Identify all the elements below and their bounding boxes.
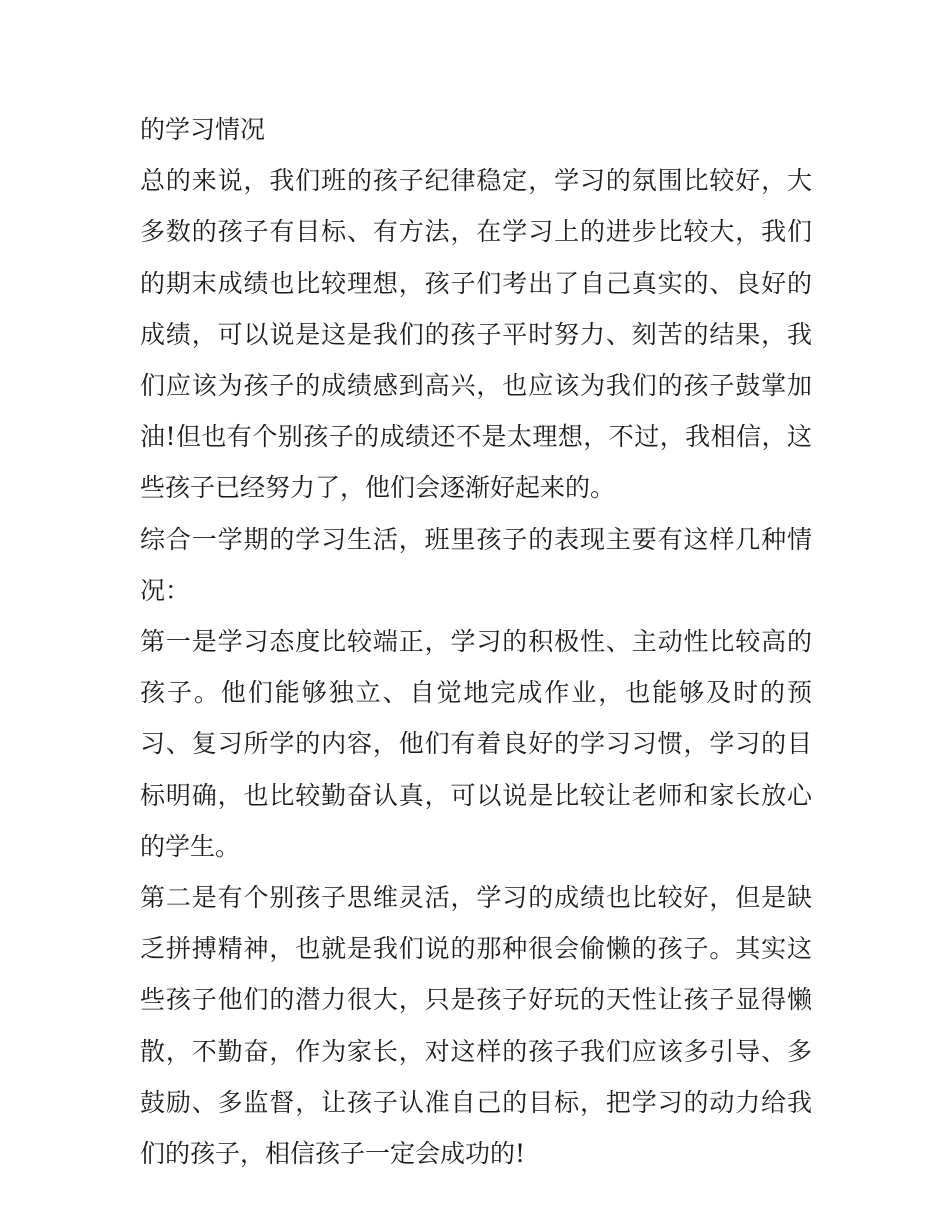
paragraph-2: 总的来说，我们班的孩子纪律稳定，学习的氛围比较好，大多数的孩子有目标、有方法，在学习上的进步比较大，我们的期末成绩也比较理想，孩子们考出了自己真实的、良好的成绩，可以说是这是我们的孩子平时努力、刻苦的结果，我们应该为孩子的成绩感到高兴，也应该为我们的孩子鼓掌加油!但也有个别孩子的成绩还不是太理想，不过，我相信，这些孩子已经努力了，他们会逐渐好起来的。	[140, 166, 812, 503]
paragraph-1: 的学习情况	[140, 115, 266, 144]
body-text	[140, 104, 812, 1179]
paragraph-5: 第二是有个别孩子思维灵活，学习的成绩也比较好，但是缺乏拼搏精神，也就是我们说的那种很会偷懒的孩子。其实这些孩子他们的潜力很大，只是孩子好玩的天性让孩子显得懒散，不勤奋，作为家长，对这样的孩子我们应该多引导、多鼓励、多监督，让孩子认准自己的目标，把学习的动力给我们的孩子，相信孩子一定会成功的!	[140, 883, 812, 1169]
paragraph-4: 第一是学习态度比较端正，学习的积极性、主动性比较高的孩子。他们能够独立、自觉地完成作业，也能够及时的预习、复习所学的内容，他们有着良好的学习习惯，学习的目标明确，也比较勤奋认真，可以说是比较让老师和家长放心的学生。	[140, 627, 812, 861]
paragraph-3: 综合一学期的学习生活，班里孩子的表现主要有这样几种情况：	[140, 524, 812, 605]
